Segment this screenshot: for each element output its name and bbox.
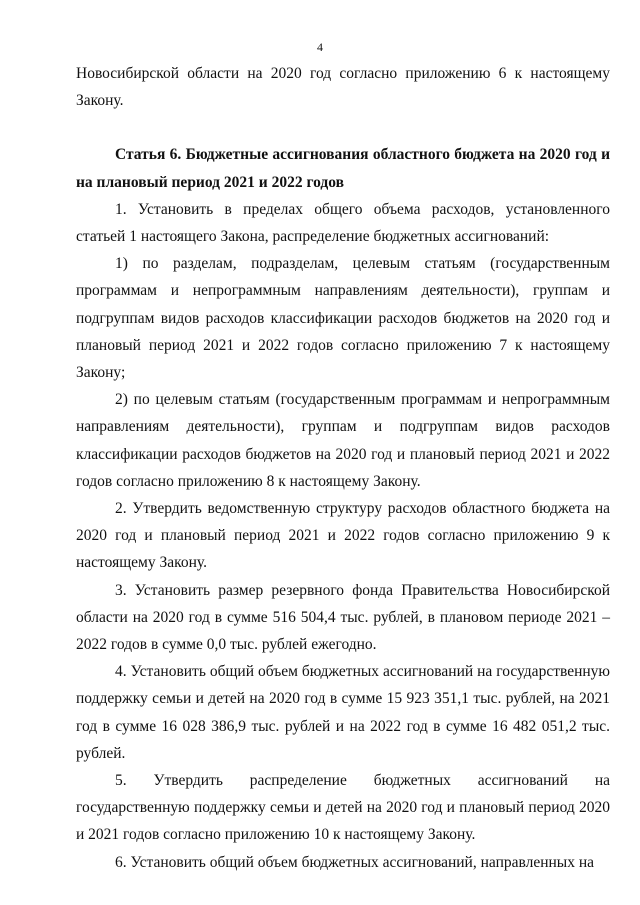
page-number: 4	[317, 40, 323, 54]
paragraph-item-5: 5. Утвердить распределение бюджетных ассигнований на государственную поддержку семьи и детей на 2020 год и плановый период 2020 и 2021 годов согласно приложению 10 к настоящему Закону.	[76, 772, 610, 844]
paragraph-item-6: 6. Установить общий объем бюджетных ассигнований, направленных на	[115, 853, 595, 871]
paragraph-item-2: 2. Утвердить ведомственную структуру расходов областного бюджета на 2020 год и плановый период 2021 и 2022 годов согласно приложению 9 к настоящему Закону.	[76, 500, 610, 572]
article-heading: Статья 6. Бюджетные ассигнования областного бюджета на 2020 год и на плановый период 2021 и 2022 годов	[76, 146, 610, 191]
document-body	[76, 60, 610, 876]
paragraph-item-3: 3. Установить размер резервного фонда Правительства Новосибирской области на 2020 год в сумме 516 504,4 тыс. рублей, в плановом периоде 2021 – 2022 годов в сумме 0,0 тыс. рублей ежегодно.	[76, 581, 610, 654]
paragraph-item-4: 4. Установить общий объем бюджетных ассигнований на государственную поддержку семьи и детей на 2020 год в сумме 15 923 351,1 тыс. рублей, на 2021 год в сумме 16 028 386,9 тыс. рублей и на 2022 год в сумме 16 482 051,2 тыс. рублей.	[76, 663, 610, 762]
paragraph-item-1: 1. Установить в пределах общего объема расходов, установленного статьей 1 настоящего Закона, распределение бюджетных ассигнований:	[76, 200, 610, 246]
paragraph-subitem-1: 1) по разделам, подразделам, целевым статьям (государственным программам и непрограммным направлениям деятельности), группам и подгруппам видов расходов классификации расходов бюджетов на 2020 год и плановый период 2021 и 2022 годов согласно приложению 7 к настоящему Закону;	[76, 255, 610, 382]
paragraph-continuation: Новосибирской области на 2020 год согласно приложению 6 к настоящему Закону.	[76, 65, 610, 110]
paragraph-subitem-2: 2) по целевым статьям (государственным программам и непрограммным направлениям деятельности), группам и подгруппам видов расходов классификации расходов бюджетов на 2020 год и плановый период 2021 и 2022 годов согласно приложению 8 к настоящему Закону.	[76, 391, 610, 490]
